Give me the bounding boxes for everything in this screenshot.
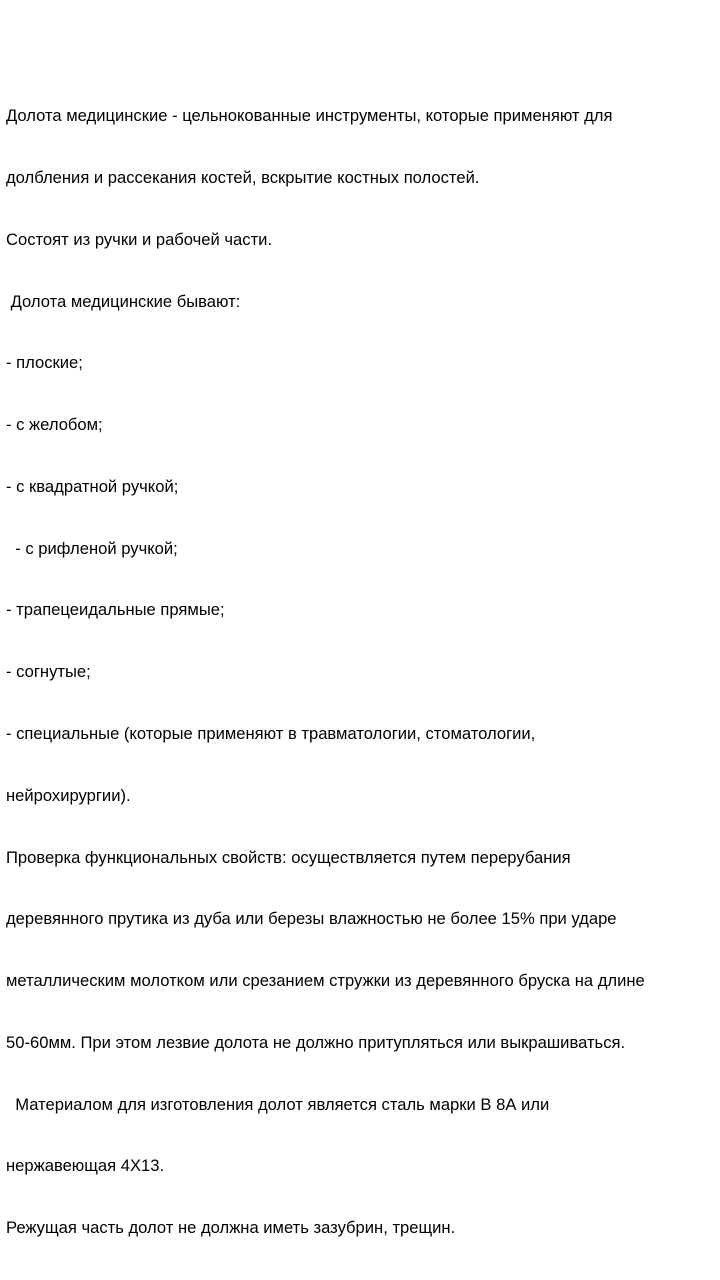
list-item: - согнутые;: [6, 662, 91, 682]
text-line: нержавеющая 4Х13.: [6, 1156, 165, 1176]
list-item: - трапецеидальные прямые;: [6, 600, 225, 620]
text-line: Режущая часть долот не должна иметь зазубрин, трещин.: [6, 1218, 456, 1238]
text-line: Проверка функциональных свойств: осуществляется путем перерубания: [6, 847, 571, 867]
text-line: долбления и рассекания костей, вскрытие костных полостей.: [6, 167, 480, 187]
text-line: 50-60мм. При этом лезвие долота не должно притупляться или выкрашиваться.: [6, 1032, 626, 1052]
text-line: нейрохирургии).: [6, 785, 131, 805]
text-line: деревянного прутика из дуба или березы влажностью не более 15% при ударе: [6, 909, 617, 929]
text-line: Долота медицинские бывают:: [6, 291, 241, 311]
list-item: - специальные (которые применяют в травматологии, стоматологии,: [6, 724, 536, 743]
text-line: Материалом для изготовления долот является сталь марки В 8А или: [6, 1094, 550, 1114]
text-line: металлическим молотком или срезанием стружки из деревянного бруска на длине: [6, 971, 645, 991]
list-item: - с желобом;: [6, 415, 103, 435]
text-line: Долота медицинские - цельнокованные инструменты, которые применяют для: [6, 106, 613, 126]
text-line: Состоят из ручки и рабочей части.: [6, 229, 273, 249]
text-body: [6, 65, 706, 1280]
list-item: - с квадратной ручкой;: [6, 476, 179, 496]
list-item: - плоские;: [6, 353, 83, 373]
list-item: - с рифленой ручкой;: [6, 538, 178, 558]
